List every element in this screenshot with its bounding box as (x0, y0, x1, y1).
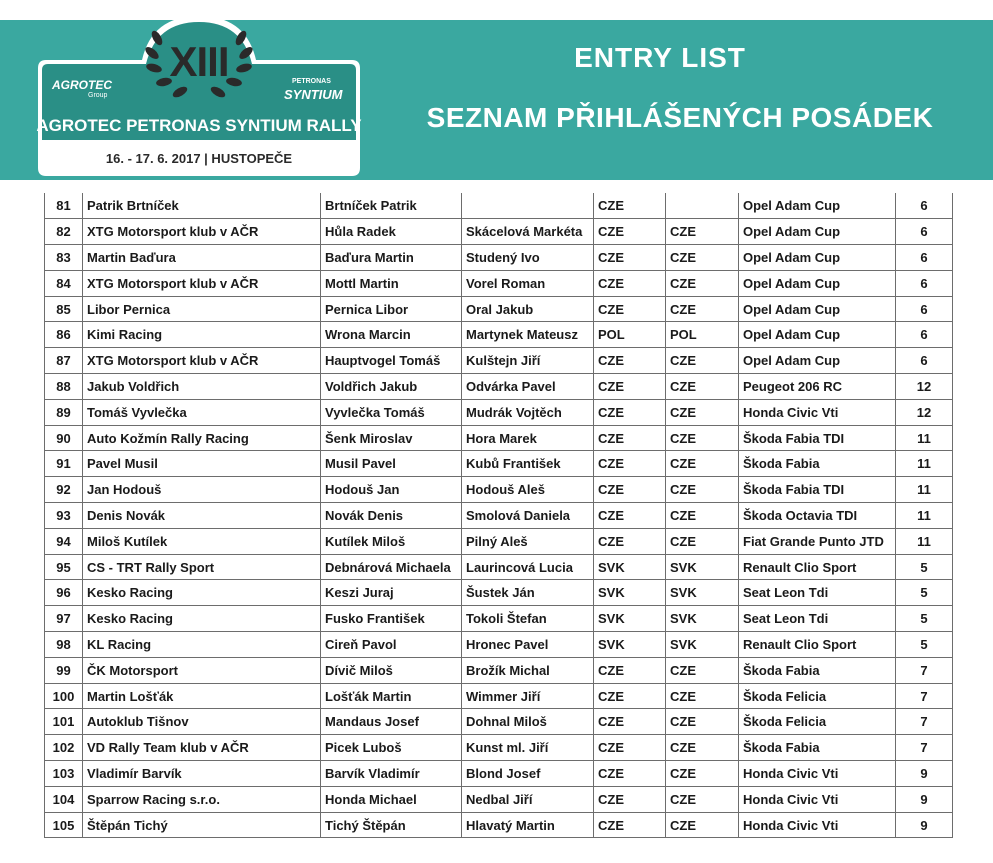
codriver-nationality (666, 193, 739, 219)
driver-nationality: CZE (594, 348, 666, 374)
codriver-nationality: CZE (666, 709, 739, 735)
driver-name: Hůla Radek (321, 219, 462, 245)
driver-nationality: CZE (594, 812, 666, 838)
class-number: 6 (896, 193, 953, 219)
entrant-name: Libor Pernica (83, 296, 321, 322)
entry-number: 105 (45, 812, 83, 838)
codriver-name: Šustek Ján (462, 580, 594, 606)
codriver-nationality: SVK (666, 632, 739, 658)
entry-number: 87 (45, 348, 83, 374)
entrant-name: ČK Motorsport (83, 657, 321, 683)
car-model: Opel Adam Cup (739, 270, 896, 296)
entry-number: 103 (45, 761, 83, 787)
driver-name: Debnárová Michaela (321, 554, 462, 580)
entry-number: 84 (45, 270, 83, 296)
car-model: Opel Adam Cup (739, 322, 896, 348)
class-number: 11 (896, 451, 953, 477)
codriver-name: Blond Josef (462, 761, 594, 787)
entrant-name: Denis Novák (83, 503, 321, 529)
entrant-name: Miloš Kutílek (83, 528, 321, 554)
codriver-nationality: CZE (666, 425, 739, 451)
table-row (45, 193, 953, 219)
driver-nationality: CZE (594, 786, 666, 812)
driver-name: Honda Michael (321, 786, 462, 812)
entry-number: 89 (45, 399, 83, 425)
driver-name: Tichý Štěpán (321, 812, 462, 838)
entry-number: 88 (45, 374, 83, 400)
entry-number: 100 (45, 683, 83, 709)
entry-list-body (45, 193, 953, 838)
driver-nationality: CZE (594, 735, 666, 761)
codriver-name: Wimmer Jiří (462, 683, 594, 709)
codriver-name: Kulštejn Jiří (462, 348, 594, 374)
car-model: Škoda Fabia (739, 657, 896, 683)
logo-date-place: 16. - 17. 6. 2017 | HUSTOPEČE (105, 151, 293, 166)
driver-name: Hauptvogel Tomáš (321, 348, 462, 374)
table-row (45, 528, 953, 554)
rally-logo (32, 8, 366, 178)
car-model: Škoda Felicia (739, 683, 896, 709)
codriver-name: Martynek Mateusz (462, 322, 594, 348)
car-model: Opel Adam Cup (739, 245, 896, 271)
car-model: Renault Clio Sport (739, 554, 896, 580)
codriver-nationality: CZE (666, 657, 739, 683)
class-number: 6 (896, 270, 953, 296)
driver-nationality: CZE (594, 503, 666, 529)
codriver-name: Skácelová Markéta (462, 219, 594, 245)
driver-name: Mandaus Josef (321, 709, 462, 735)
logo-edition: XIII (169, 38, 229, 85)
driver-nationality: SVK (594, 632, 666, 658)
class-number: 6 (896, 245, 953, 271)
table-row (45, 632, 953, 658)
driver-name: Keszi Juraj (321, 580, 462, 606)
car-model: Peugeot 206 RC (739, 374, 896, 400)
codriver-name: Kubů František (462, 451, 594, 477)
driver-name: Dívič Miloš (321, 657, 462, 683)
table-row (45, 735, 953, 761)
table-row (45, 245, 953, 271)
table-row (45, 322, 953, 348)
table-row (45, 219, 953, 245)
entrant-name: Autoklub Tišnov (83, 709, 321, 735)
car-model: Opel Adam Cup (739, 348, 896, 374)
table-row (45, 761, 953, 787)
class-number: 12 (896, 399, 953, 425)
codriver-name: Oral Jakub (462, 296, 594, 322)
codriver-name (462, 193, 594, 219)
car-model: Honda Civic Vti (739, 761, 896, 787)
table-row (45, 683, 953, 709)
table-row (45, 580, 953, 606)
entry-number: 97 (45, 606, 83, 632)
entry-number: 83 (45, 245, 83, 271)
codriver-nationality: CZE (666, 451, 739, 477)
driver-nationality: CZE (594, 425, 666, 451)
car-model: Honda Civic Vti (739, 786, 896, 812)
logo-sponsor-syntium: SYNTIUM (284, 87, 343, 102)
codriver-nationality: CZE (666, 219, 739, 245)
codriver-nationality: CZE (666, 786, 739, 812)
codriver-nationality: POL (666, 322, 739, 348)
car-model: Opel Adam Cup (739, 219, 896, 245)
class-number: 5 (896, 554, 953, 580)
entrant-name: Martin Lošťák (83, 683, 321, 709)
codriver-name: Mudrák Vojtěch (462, 399, 594, 425)
entrant-name: Štěpán Tichý (83, 812, 321, 838)
entrant-name: CS - TRT Rally Sport (83, 554, 321, 580)
class-number: 5 (896, 580, 953, 606)
driver-nationality: CZE (594, 193, 666, 219)
entrant-name: Sparrow Racing s.r.o. (83, 786, 321, 812)
driver-name: Vyvlečka Tomáš (321, 399, 462, 425)
codriver-name: Smolová Daniela (462, 503, 594, 529)
entrant-name: VD Rally Team klub v AČR (83, 735, 321, 761)
driver-name: Novák Denis (321, 503, 462, 529)
codriver-nationality: CZE (666, 528, 739, 554)
car-model: Renault Clio Sport (739, 632, 896, 658)
driver-name: Cireň Pavol (321, 632, 462, 658)
driver-name: Kutílek Miloš (321, 528, 462, 554)
entrant-name: Jakub Voldřich (83, 374, 321, 400)
car-model: Škoda Fabia (739, 735, 896, 761)
car-model: Seat Leon Tdi (739, 580, 896, 606)
driver-name: Barvík Vladimír (321, 761, 462, 787)
driver-nationality: CZE (594, 399, 666, 425)
entry-list-table (44, 193, 953, 838)
codriver-name: Tokoli Štefan (462, 606, 594, 632)
entry-number: 98 (45, 632, 83, 658)
car-model: Opel Adam Cup (739, 193, 896, 219)
codriver-name: Odvárka Pavel (462, 374, 594, 400)
driver-name: Picek Luboš (321, 735, 462, 761)
table-row (45, 657, 953, 683)
driver-nationality: SVK (594, 606, 666, 632)
codriver-name: Vorel Roman (462, 270, 594, 296)
title-entry-list: ENTRY LIST (574, 42, 746, 73)
class-number: 11 (896, 528, 953, 554)
table-row (45, 451, 953, 477)
codriver-nationality: CZE (666, 503, 739, 529)
entry-number: 101 (45, 709, 83, 735)
driver-nationality: CZE (594, 761, 666, 787)
driver-nationality: CZE (594, 477, 666, 503)
logo-event-name: AGROTEC PETRONAS SYNTIUM RALLY (36, 116, 362, 135)
entry-number: 82 (45, 219, 83, 245)
table-row (45, 374, 953, 400)
driver-name: Hodouš Jan (321, 477, 462, 503)
codriver-name: Pilný Aleš (462, 528, 594, 554)
entrant-name: Tomáš Vyvlečka (83, 399, 321, 425)
class-number: 5 (896, 606, 953, 632)
class-number: 7 (896, 683, 953, 709)
car-model: Opel Adam Cup (739, 296, 896, 322)
codriver-name: Studený Ivo (462, 245, 594, 271)
driver-nationality: CZE (594, 709, 666, 735)
driver-name: Mottl Martin (321, 270, 462, 296)
table-row (45, 348, 953, 374)
driver-name: Lošťák Martin (321, 683, 462, 709)
driver-nationality: CZE (594, 270, 666, 296)
logo-sponsor-petronas: PETRONAS (292, 78, 331, 85)
driver-name: Wrona Marcin (321, 322, 462, 348)
entrant-name: Kesko Racing (83, 580, 321, 606)
codriver-nationality: CZE (666, 812, 739, 838)
entrant-name: Jan Hodouš (83, 477, 321, 503)
entry-number: 96 (45, 580, 83, 606)
entrant-name: Auto Kožmín Rally Racing (83, 425, 321, 451)
entrant-name: Patrik Brtníček (83, 193, 321, 219)
codriver-name: Dohnal Miloš (462, 709, 594, 735)
entry-number: 99 (45, 657, 83, 683)
codriver-nationality: CZE (666, 245, 739, 271)
codriver-nationality: CZE (666, 683, 739, 709)
codriver-nationality: CZE (666, 477, 739, 503)
driver-name: Brtníček Patrik (321, 193, 462, 219)
driver-nationality: CZE (594, 374, 666, 400)
class-number: 11 (896, 425, 953, 451)
class-number: 5 (896, 632, 953, 658)
entrant-name: XTG Motorsport klub v AČR (83, 219, 321, 245)
entry-number: 81 (45, 193, 83, 219)
entry-number: 102 (45, 735, 83, 761)
driver-name: Pernica Libor (321, 296, 462, 322)
entry-number: 91 (45, 451, 83, 477)
class-number: 6 (896, 322, 953, 348)
table-row (45, 812, 953, 838)
class-number: 6 (896, 296, 953, 322)
table-row (45, 270, 953, 296)
table-row (45, 786, 953, 812)
car-model: Škoda Fabia TDI (739, 477, 896, 503)
driver-nationality: CZE (594, 683, 666, 709)
codriver-name: Kunst ml. Jiří (462, 735, 594, 761)
table-row (45, 425, 953, 451)
codriver-nationality: CZE (666, 761, 739, 787)
codriver-nationality: CZE (666, 296, 739, 322)
driver-nationality: SVK (594, 554, 666, 580)
entrant-name: Martin Baďura (83, 245, 321, 271)
driver-name: Fusko František (321, 606, 462, 632)
entry-number: 104 (45, 786, 83, 812)
codriver-nationality: SVK (666, 606, 739, 632)
class-number: 6 (896, 219, 953, 245)
class-number: 7 (896, 657, 953, 683)
driver-nationality: CZE (594, 219, 666, 245)
codriver-nationality: CZE (666, 374, 739, 400)
entrant-name: KL Racing (83, 632, 321, 658)
entrant-name: Vladimír Barvík (83, 761, 321, 787)
table-row (45, 709, 953, 735)
car-model: Honda Civic Vti (739, 812, 896, 838)
driver-name: Musil Pavel (321, 451, 462, 477)
table-row (45, 606, 953, 632)
entry-number: 94 (45, 528, 83, 554)
codriver-name: Hora Marek (462, 425, 594, 451)
entrant-name: XTG Motorsport klub v AČR (83, 348, 321, 374)
class-number: 9 (896, 812, 953, 838)
entry-number: 95 (45, 554, 83, 580)
codriver-name: Hlavatý Martin (462, 812, 594, 838)
car-model: Škoda Fabia (739, 451, 896, 477)
car-model: Škoda Felicia (739, 709, 896, 735)
driver-name: Šenk Miroslav (321, 425, 462, 451)
car-model: Seat Leon Tdi (739, 606, 896, 632)
codriver-nationality: CZE (666, 270, 739, 296)
class-number: 9 (896, 761, 953, 787)
page-header (0, 0, 993, 180)
class-number: 6 (896, 348, 953, 374)
codriver-nationality: SVK (666, 554, 739, 580)
driver-nationality: SVK (594, 580, 666, 606)
entrant-name: Pavel Musil (83, 451, 321, 477)
driver-name: Baďura Martin (321, 245, 462, 271)
codriver-nationality: SVK (666, 580, 739, 606)
driver-name: Voldřich Jakub (321, 374, 462, 400)
logo-sponsor-agrotec: AGROTEC (52, 78, 112, 92)
title-czech: SEZNAM PŘIHLÁŠENÝCH POSÁDEK (426, 102, 934, 133)
class-number: 12 (896, 374, 953, 400)
driver-nationality: CZE (594, 528, 666, 554)
codriver-name: Nedbal Jiří (462, 786, 594, 812)
car-model: Fiat Grande Punto JTD (739, 528, 896, 554)
codriver-name: Brožík Michal (462, 657, 594, 683)
car-model: Škoda Octavia TDI (739, 503, 896, 529)
entrant-name: Kesko Racing (83, 606, 321, 632)
driver-nationality: CZE (594, 451, 666, 477)
class-number: 7 (896, 735, 953, 761)
driver-nationality: CZE (594, 296, 666, 322)
entrant-name: Kimi Racing (83, 322, 321, 348)
codriver-nationality: CZE (666, 348, 739, 374)
car-model: Škoda Fabia TDI (739, 425, 896, 451)
table-row (45, 296, 953, 322)
driver-nationality: POL (594, 322, 666, 348)
class-number: 11 (896, 503, 953, 529)
entrant-name: XTG Motorsport klub v AČR (83, 270, 321, 296)
codriver-nationality: CZE (666, 399, 739, 425)
entry-number: 90 (45, 425, 83, 451)
codriver-name: Hronec Pavel (462, 632, 594, 658)
class-number: 9 (896, 786, 953, 812)
table-row (45, 554, 953, 580)
codriver-name: Hodouš Aleš (462, 477, 594, 503)
entry-number: 85 (45, 296, 83, 322)
car-model: Honda Civic Vti (739, 399, 896, 425)
entry-number: 93 (45, 503, 83, 529)
driver-nationality: CZE (594, 657, 666, 683)
table-row (45, 477, 953, 503)
class-number: 11 (896, 477, 953, 503)
class-number: 7 (896, 709, 953, 735)
driver-nationality: CZE (594, 245, 666, 271)
entry-number: 86 (45, 322, 83, 348)
logo-sponsor-agrotec-sub: Group (88, 92, 108, 99)
codriver-nationality: CZE (666, 735, 739, 761)
table-row (45, 399, 953, 425)
table-row (45, 503, 953, 529)
codriver-name: Laurincová Lucia (462, 554, 594, 580)
entry-number: 92 (45, 477, 83, 503)
